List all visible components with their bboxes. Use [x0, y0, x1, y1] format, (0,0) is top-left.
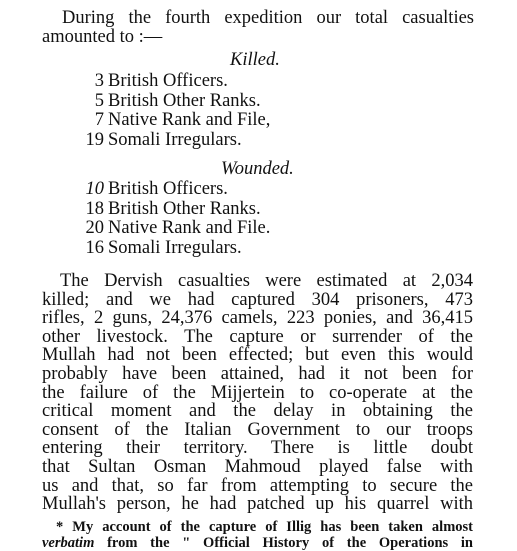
body-paragraph: [42, 272, 473, 514]
paragraph-line: killed; and we had captured 304 prisoners, 473: [42, 289, 473, 310]
paragraph-line: entering their territory. There is little doubt: [42, 438, 473, 459]
paragraph-line: consent of the Italian Government to our troops: [42, 419, 473, 440]
paragraph-line: other livestock. The capture or surrender of the: [42, 326, 473, 347]
footnote-line-rest: from the " Official History of the Operations in: [94, 535, 473, 551]
wounded-list: [78, 180, 270, 258]
list-item: 16 Somali Irregulars.: [85, 237, 242, 258]
paragraph-line: that Sultan Osman Mahmoud played false with: [42, 456, 473, 477]
paragraph-line: probably have been attained, had it not been for: [42, 363, 473, 384]
paragraph-line: rifles, 2 guns, 24,376 camels, 223 ponies, and 36,415: [42, 308, 473, 329]
list-item: 10 British Officers.: [85, 179, 228, 199]
list-item: 3 British Officers.: [94, 71, 228, 91]
list-item: 19 Somali Irregulars.: [85, 129, 242, 150]
killed-heading: Killed.: [230, 50, 280, 70]
footnote-line: * My account of the capture of Illig has been taken almost: [56, 519, 473, 535]
list-item: 7 Native Rank and File,: [94, 110, 271, 130]
wounded-heading: Wounded.: [221, 159, 294, 179]
intro-paragraph: [42, 9, 474, 47]
footnote-line: [42, 535, 473, 551]
paragraph-line: the failure of the Mijjertein to co-operate at the: [42, 382, 473, 403]
intro-line: During the fourth expedition our total casualties: [62, 8, 474, 28]
list-item: 18 British Other Ranks.: [85, 198, 261, 219]
paragraph-line: critical moment and the delay in obtaining the: [42, 401, 473, 422]
footnote: [42, 519, 473, 551]
list-item: 20 Native Rank and File.: [85, 218, 271, 238]
footnote-italic-word: verbatim: [42, 535, 95, 551]
paragraph-line: The Dervish casualties were estimated at 2,034: [60, 271, 473, 291]
paragraph-line: Mullah's person, he had patched up his quarrel with: [42, 494, 473, 515]
paragraph-line: us and that, so far from attempting to secure the: [42, 475, 473, 496]
intro-line: amounted to :—: [42, 27, 163, 47]
killed-list: [78, 72, 270, 150]
paragraph-line: Mullah had not been effected; but even this would: [42, 345, 473, 366]
list-item: 5 British Other Ranks.: [94, 90, 261, 111]
